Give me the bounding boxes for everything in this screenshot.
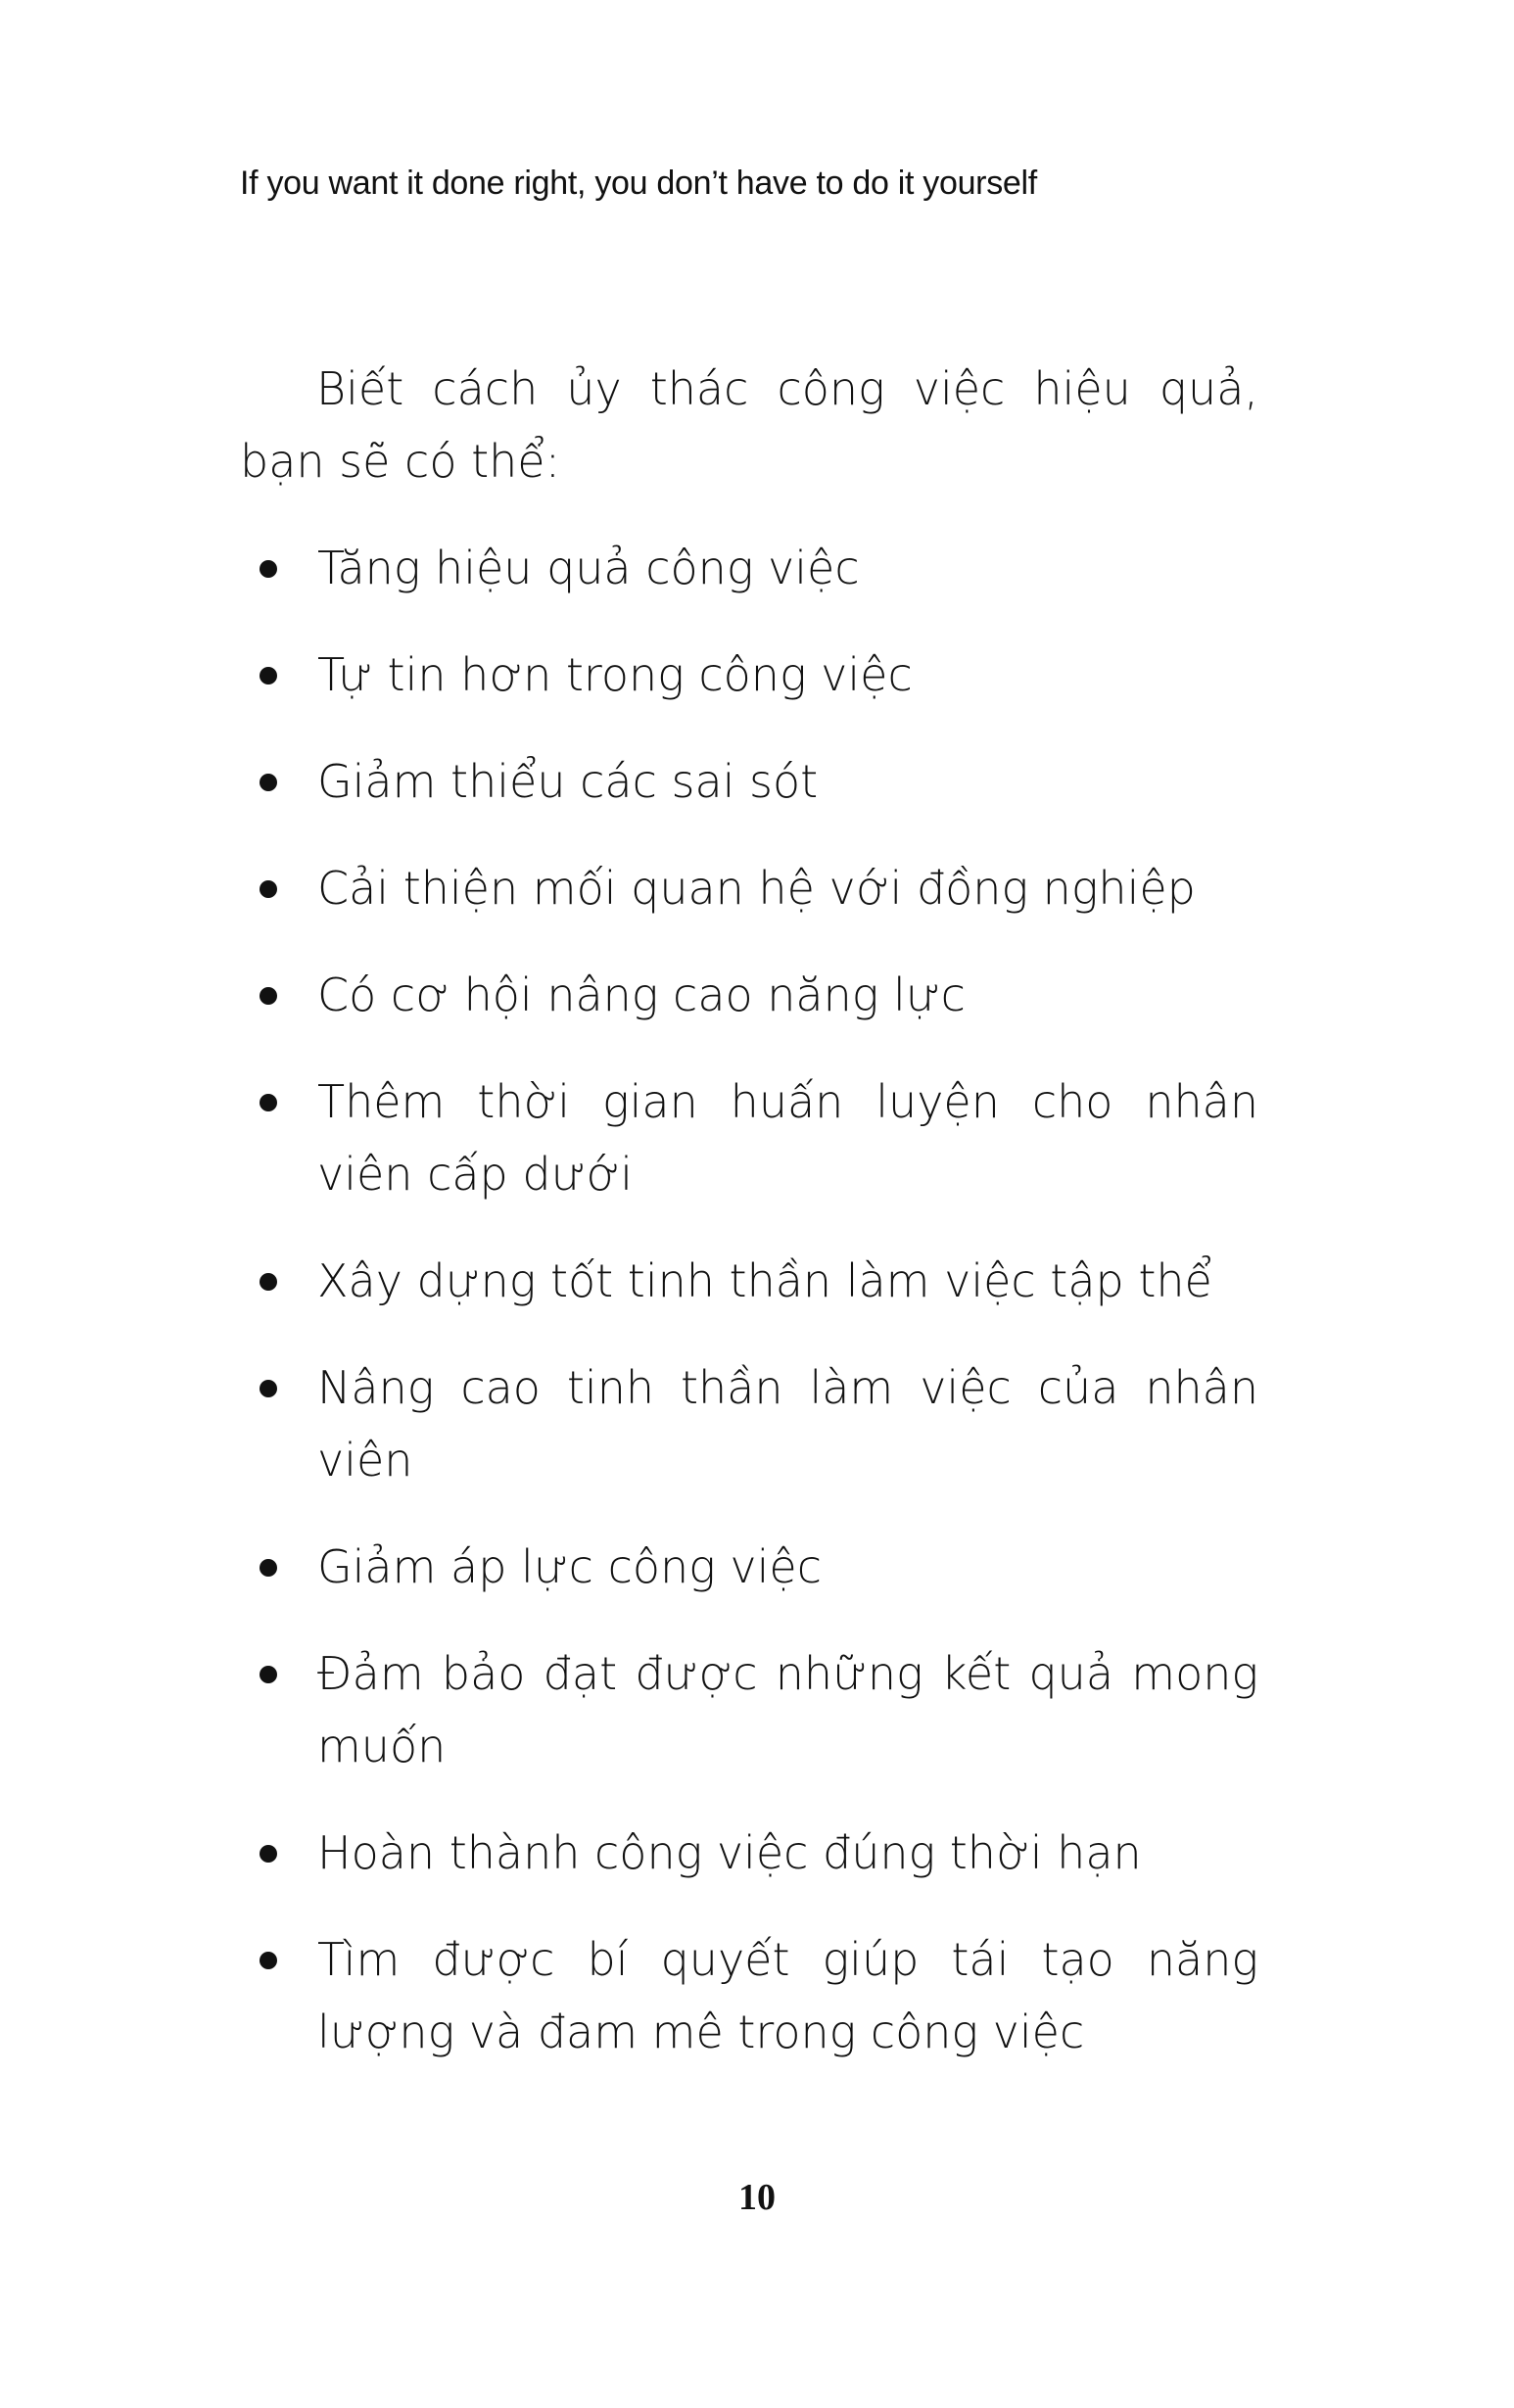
list-item	[240, 745, 1258, 818]
list-item	[240, 1065, 1258, 1210]
bullet-icon	[260, 774, 277, 791]
list-item-text: Xây dựng tốt tinh thần làm việc tập thể	[317, 1254, 1212, 1307]
list-item	[240, 1817, 1258, 1889]
running-header: If you want it done right, you don’t have to do it yourself	[240, 165, 1037, 202]
benefits-list	[240, 532, 1258, 2068]
list-item	[240, 852, 1258, 924]
bullet-icon	[260, 880, 277, 898]
list-item	[240, 638, 1258, 711]
page-number: 10	[738, 2177, 776, 2218]
bullet-icon	[260, 1666, 277, 1683]
list-item-text: Thêm thời gian huấn luyện cho nhân viên cấp dưới	[317, 1075, 1258, 1201]
list-item-text: Giảm áp lực công việc	[317, 1540, 822, 1593]
list-item-text: Cải thiện mối quan hệ với đồng nghiệp	[317, 862, 1196, 915]
bullet-icon	[260, 1273, 277, 1291]
intro-paragraph: Biết cách ủy thác công việc hiệu quả, bạn sẽ có thể:	[240, 362, 1258, 488]
list-item-text: Tìm được bí quyết giúp tái tạo năng lượng và đam mê trong công việc	[317, 1933, 1258, 2058]
bullet-icon	[260, 987, 277, 1005]
bullet-icon	[260, 1559, 277, 1577]
list-item-text: Hoàn thành công việc đúng thời hạn	[317, 1826, 1142, 1879]
bullet-icon	[260, 1845, 277, 1863]
list-item-text: Tăng hiệu quả công việc	[317, 542, 860, 594]
list-item	[240, 1923, 1258, 2068]
bullet-icon	[260, 1380, 277, 1397]
bullet-icon	[260, 667, 277, 685]
list-item	[240, 1245, 1258, 1317]
list-item	[240, 959, 1258, 1031]
list-item	[240, 1637, 1258, 1782]
list-item-text: Đảm bảo đạt được những kết quả mong muốn	[317, 1647, 1258, 1772]
list-item	[240, 532, 1258, 604]
list-item	[240, 1531, 1258, 1603]
list-item-text: Nâng cao tinh thần làm việc của nhân viên	[317, 1361, 1258, 1487]
bullet-icon	[260, 1952, 277, 1969]
list-item-text: Giảm thiểu các sai sót	[317, 755, 819, 808]
bullet-icon	[260, 560, 277, 578]
list-item-text: Có cơ hội nâng cao năng lực	[317, 968, 966, 1021]
page-body	[240, 353, 1258, 2102]
bullet-icon	[260, 1094, 277, 1111]
list-item-text: Tự tin hơn trong công việc	[317, 648, 913, 701]
list-item	[240, 1351, 1258, 1496]
